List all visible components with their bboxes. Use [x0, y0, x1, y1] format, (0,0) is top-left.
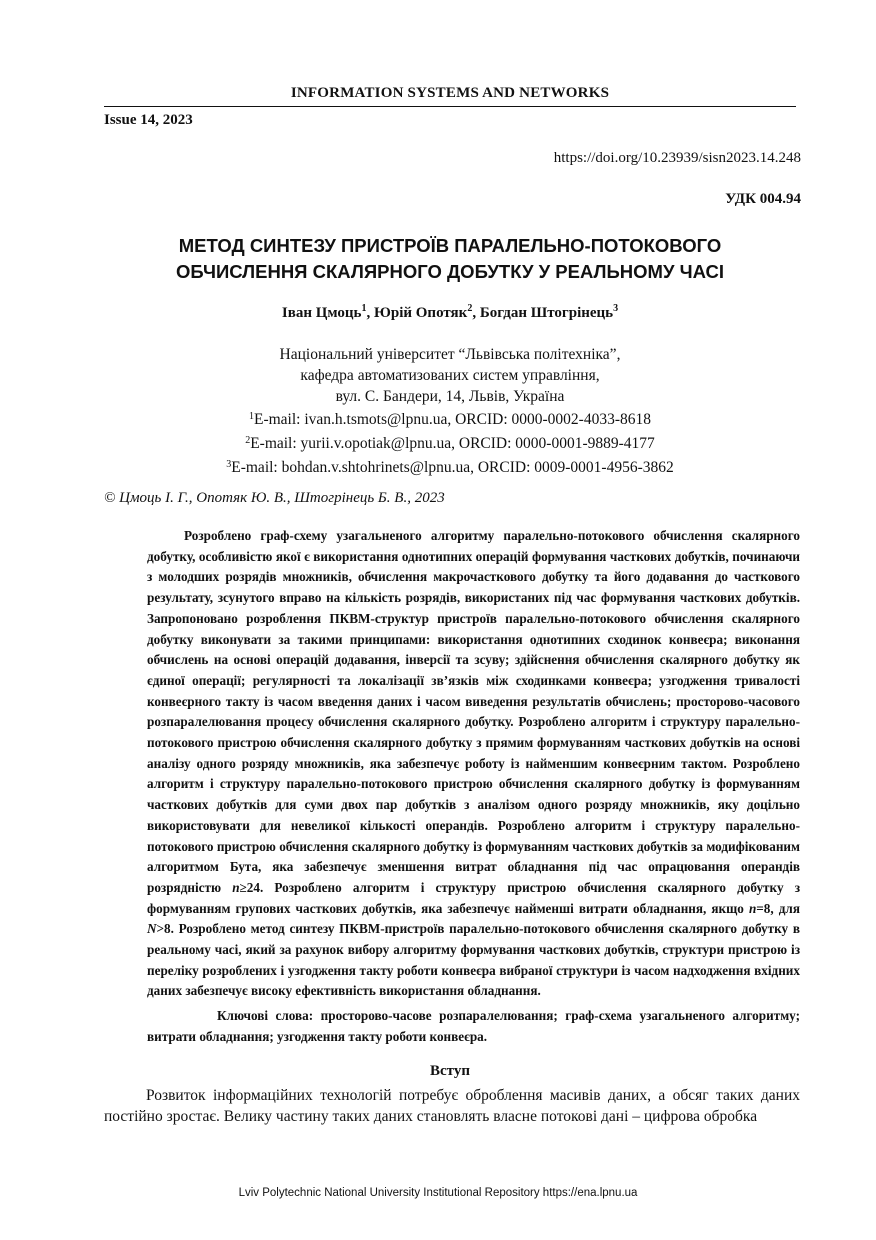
copyright-line: © Цмоць І. Г., Опотяк Ю. В., Штогрінець Б. В., 2023: [104, 490, 445, 506]
abstract-part-3: =8, для: [756, 900, 800, 916]
author-list: Іван Цмоць$^1$, Юрій Опотяк$^2$, Богдан Штогрінець$^3$: [281, 303, 619, 321]
abstract-part-4: >8. Розроблено метод синтезу ПКВМ-пристроїв паралельно-потокового обчислення скалярного добутку в реальному часі, який за рахунок вибору алгоритму формування часткових добутків, структури пристрою із переліку розроблених і узгодження такту роботи конвеєра вибраної структури із часом надходження вхідних даних забезпечує високу ефективність використання обладнання.: [147, 921, 800, 999]
author-3: Богдан Штогрінець: [479, 305, 614, 321]
title-line-1: МЕТОД СИНТЕЗУ ПРИСТРОЇВ ПАРАЛЕЛЬНО-ПОТОКОВОГО: [178, 235, 722, 256]
email-3-text[interactable]: E-mail: bohdan.v.shtohrinets@lpnu.ua, ORCID: 0009-0001-4956-3862: [231, 458, 674, 476]
paper-title: [104, 233, 796, 285]
email-2-text[interactable]: E-mail: yurii.v.opotiak@lpnu.ua, ORCID: 0000-0001-9889-4177: [250, 435, 655, 453]
affiliation-block: [104, 345, 796, 479]
journal-name: INFORMATION SYSTEMS AND NETWORKS: [290, 85, 610, 101]
doi-link[interactable]: https://doi.org/10.23939/sisn2023.14.248: [553, 150, 801, 166]
abstract-part-1: Розроблено граф-схему узагальненого алгоритму паралельно-потокового обчислення скалярного добутку, особливістю якої є використання однотипних операцій формування часткових добутків, починаючи з молодших розрядів множників, обчислення макрочасткового добутку та його додавання до часткового результату, зсунутого вправо на кількість розрядів, використаних під час формування часткових добутків. Запропоновано розроблення ПКВМ-структур пристроїв паралельно-потокового обчислення скалярного добутку виконувати за такими принципами: використання однотипних сходинок конвеєра; виконання обчислень на основі операцій додавання, інверсії та зсуву; здійснення обчислення скалярного добутку як єдиної операції; регулярності та локалізації зв’язків між сходинками конвеєра; узгодження тривалості конвеєрного такту із часом введення даних і часом виведення результатів обчислень; просторово-часового розпаралелювання процесу обчислення скалярного добутку. Розроблено алгоритм і структуру паралельно-потокового пристрою обчислення скалярного добутку з прямим формуванням часткових добутків на основі аналізу одного розряду множників, яка забезпечує роботу із найменшим конвеєрним тактом. Розроблено алгоритм і структуру паралельно-потокового пристрою обчислення скалярного добутку із формуванням часткових добутків для суми двох пар добутків з аналізом одного розряду множників, яку доцільно використовувати для невеликої кількості операндів. Розроблено алгоритм і структуру паралельно-потокового пристрою обчислення скалярного добутку із формуванням часткових добутків за модифікованим алгоритмом Бута, яка забезпечує зменшення витрат обладнання під час опрацювання операндів розрядністю: [147, 528, 800, 895]
email-line-3: [104, 455, 796, 479]
abstract: [147, 526, 800, 1002]
author-2-sup: 2: [467, 303, 473, 314]
abstract-var-n1: n: [232, 879, 240, 895]
intro-paragraph: Розвиток інформаційних технологій потребує оброблення масивів даних, а обсяг таких даних постійно зростає. Велику частину таких даних становлять власне потокові дані – цифрова обробка: [104, 1087, 800, 1125]
email-1-sup: 1: [248, 411, 254, 423]
title-line-2: ОБЧИСЛЕННЯ СКАЛЯРНОГО ДОБУТКУ У РЕАЛЬНОМУ ЧАСІ: [175, 261, 725, 282]
email-2-sup: 2: [245, 435, 251, 447]
repository-footer: Lviv Polytechnic National University Institutional Repository https://ena.lpnu.ua: [238, 1187, 638, 1199]
abstract-var-n2: n: [748, 900, 757, 916]
affiliation-line-2: кафедра автоматизованих систем управління,: [300, 366, 600, 384]
keywords: Ключові слова: просторово-часове розпаралелювання; граф-схема узагальненого алгоритму; витрати обладнання; узгодження такту роботи конвеєра.: [147, 1008, 800, 1044]
author-1-sup: 1: [361, 303, 367, 314]
author-2: Юрій Опотяк: [373, 305, 468, 321]
email-3-sup: 3: [226, 458, 232, 470]
issue-label: Issue 14, 2023: [104, 112, 193, 128]
affiliation-line-1: Національний університет “Львівська політехніка”,: [279, 346, 621, 363]
email-line-1: [104, 407, 796, 431]
author-1: Іван Цмоць: [281, 305, 362, 321]
email-line-2: [104, 431, 796, 455]
abstract-var-N: N: [147, 921, 157, 937]
abstract-part-2: ≥24. Розроблено алгоритм і структуру пристрою обчислення скалярного добутку з формуванням групових часткових добутків, яка забезпечує найменші витрати обладнання, якщо: [147, 879, 800, 916]
header-rule: [104, 106, 796, 107]
email-1-text[interactable]: E-mail: ivan.h.tsmots@lpnu.ua, ORCID: 0000-0002-4033-8618: [253, 411, 651, 429]
author-3-sup: 3: [613, 303, 619, 314]
affiliation-line-3: вул. С. Бандери, 14, Львів, Україна: [335, 387, 565, 405]
section-heading: Вступ: [430, 1063, 470, 1079]
udc-code: УДК 004.94: [725, 191, 801, 207]
